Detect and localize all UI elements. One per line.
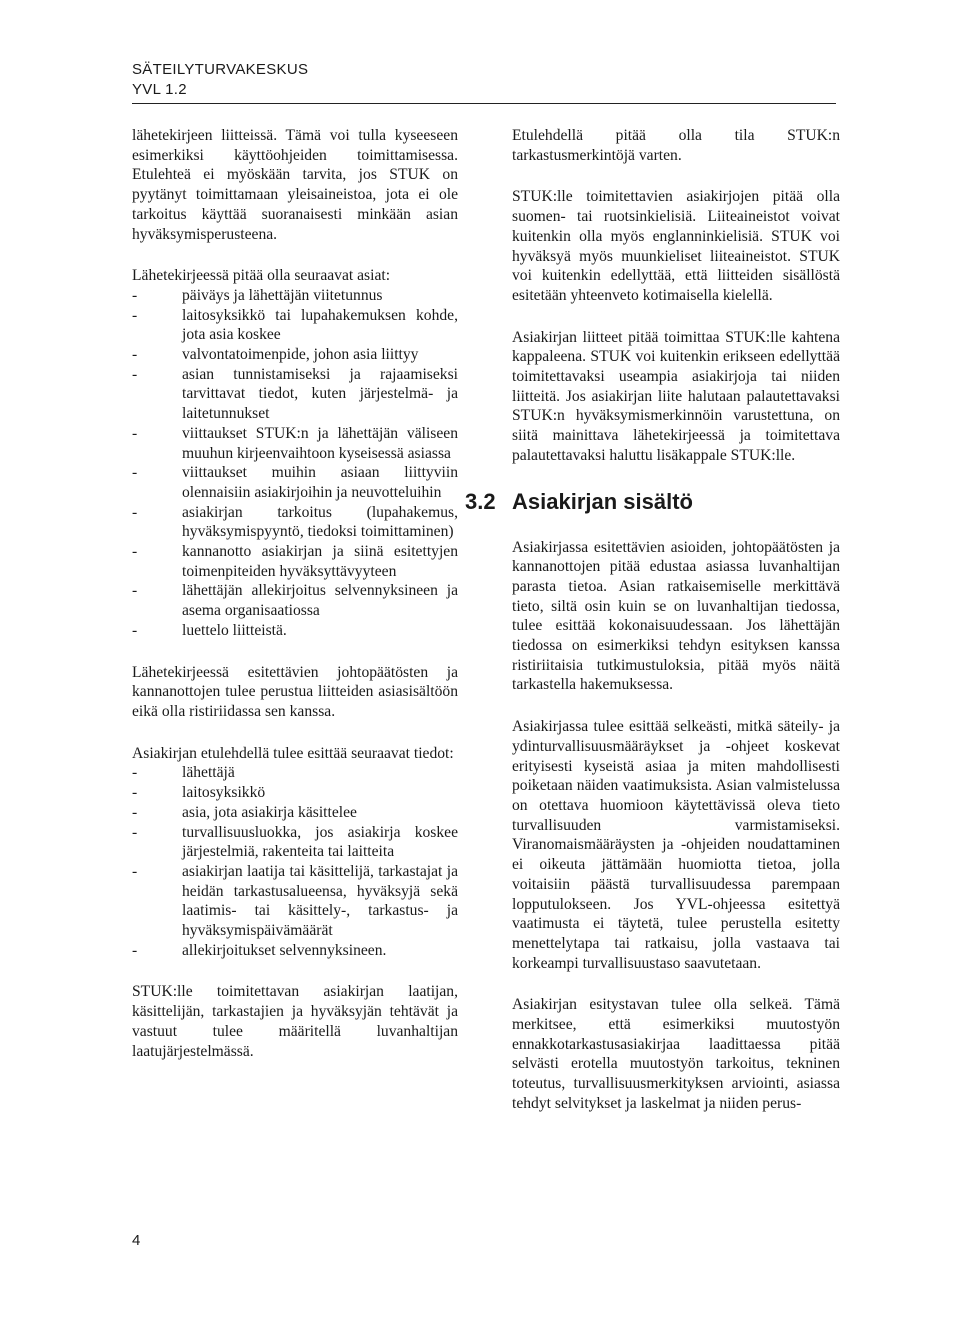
paragraph: Asiakirjassa tulee esittää selkeästi, mitkä säteily- ja ydinturvallisuusmääräykset ja -ohjeet koskevat erityisesti kyseistä asiaa ja miten mahdollisesti poiketaan näiden vaatimuksista. Asian valmistelussa on otettava huomioon käytettävissä oleva tieto turvallisuuden varmistamiseksi. Viranomaismääräysten ja -ohjeiden noudattaminen ei oikeuta jättämään huomiotta tietoa, jolla voitaisiin päästä turvallisuudessa parempaan lopputulokseen. Jos YVL-ohjeessa esitettyä vaatimusta ei täytetä, tulee perustella esitetty menettelytapa tai ratkaisu, jolla vastaava tai korkeampi turvallisuustaso saavutetaan. xyxy=(512,718,840,972)
section-heading xyxy=(465,488,840,516)
paragraph: Asiakirjassa esitettävien asioiden, johtopäätösten ja kannanottojen pitää edustaa asiassa luvanhaltijan parasta tietoa. Asian ratkaisemiselle merkittävä tieto, siltä osin kuin se on luvanhaltijan tiedossa, tulee esittää kokonaisuudessaan. Jos lähettäjän tiedossa on esimerkiksi tehdyn esityksen kanssa ristiriitaisia tutkimustuloksia, pitää myös näitä tarkastella hakemuksessa. xyxy=(512,538,840,694)
list-item: - asian tunnistamiseksi ja rajaamiseksi tarvittavat tiedot, kuten järjestelmä- ja laitetunnukset xyxy=(132,365,458,424)
paragraph: STUK:lle toimitettavan asiakirjan laatijan, käsittelijän, tarkastajien ja hyväksyjän tehtävät ja vastuut tulee määritellä luvanhaltijan laatujärjestelmässä. xyxy=(132,983,458,1060)
section-number: 3.2 xyxy=(465,488,496,514)
list-item: - viittaukset muihin asiaan liittyviin olennaisiin asiakirjoihin ja neuvotteluihin xyxy=(132,463,458,502)
page-number: 4 xyxy=(132,1232,141,1249)
paragraph: STUK:lle toimitettavien asiakirjojen pitää olla suomen- tai ruotsinkielisiä. Liiteaineistot voivat kuitenkin olla myös englanninkielisiä. STUK voi hyväksyä myös muunkieliset liiteaineistot. STUK voi kuitenkin edellyttää, että liitteiden sisällöstä esitetään yhteenveto kotimaisella kielellä. xyxy=(512,188,840,304)
list-item: - valvontatoimenpide, johon asia liittyy xyxy=(132,345,458,365)
list-item: - asiakirjan tarkoitus (lupahakemus, hyväksymispyyntö, tiedoksi toimittaminen) xyxy=(132,503,458,542)
list-item: - luettelo liitteistä. xyxy=(132,621,458,641)
list-item: - lähettäjän allekirjoitus selvennyksineen ja asema organisaatiossa xyxy=(132,581,458,620)
paragraph: Asiakirjan esitystavan tulee olla selkeä. Tämä merkitsee, että esimerkiksi muutostyön ennakkotarkastusasiakirjaa laadittaessa pitää selvästi erotella muutostyön tarkoitus, tekninen toteutus, turvallisuusmerkityksen arviointi, asiassa tehdyt selvitykset ja laskelmat ja niiden perus- xyxy=(512,996,840,1112)
section-title: Asiakirjan sisältö xyxy=(512,488,693,514)
list-item: - asia, jota asiakirja käsittelee xyxy=(132,803,458,823)
list-item: - laitosyksikkö tai lupahakemuksen kohde, jota asia koskee xyxy=(132,306,458,345)
guide-code: YVL 1.2 xyxy=(132,81,187,98)
left-column xyxy=(132,126,458,1083)
list-item: - viittaukset STUK:n ja lähettäjän väliseen muuhun kirjeenvaihtoon kyseisessä asiassa xyxy=(132,424,458,463)
header-rule xyxy=(132,103,836,104)
paragraph: lähetekirjeen liitteissä. Tämä voi tulla kyseeseen esimerkiksi käyttöohjeiden toimittamisessa. Etulehteä ei myöskään tarvita, jos STUK on pyytänyt toimittamaan yleisaineistoa, jota ei ole tarkoitus käyttää suoranaisesti minkään asian hyväksymisperusteena. xyxy=(132,127,458,243)
organization-name: SÄTEILYTURVAKESKUS xyxy=(132,61,309,78)
list-item: - päiväys ja lähettäjän viitetunnus xyxy=(132,286,458,306)
list-item: - asiakirjan laatija tai käsittelijä, tarkastajat ja heidän tarkastusalueensa, hyväksyjä sekä laatimis- tai käsittely-, tarkastus- ja hyväksymispäivämäärät xyxy=(132,862,458,941)
paragraph-intro: Asiakirjan etulehdellä tulee esittää seuraavat tiedot: xyxy=(132,744,454,762)
list-item: - laitosyksikkö xyxy=(132,783,458,803)
list-item: - allekirjoitukset selvennyksineen. xyxy=(132,941,458,961)
list-item: - turvallisuusluokka, jos asiakirja koskee järjestelmiä, rakenteita tai laitteita xyxy=(132,823,458,862)
cover-page-items-list xyxy=(132,763,458,960)
list-item: - lähettäjä xyxy=(132,763,458,783)
page-header xyxy=(132,60,308,100)
list-item: - kannanotto asiakirjan ja siinä esitettyjen toimenpiteiden hyväksyttävyyteen xyxy=(132,542,458,581)
covering-letter-items-list xyxy=(132,286,458,641)
right-column xyxy=(465,126,840,1136)
paragraph: Etulehdellä pitää olla tila STUK:n tarkastusmerkintöjä varten. xyxy=(512,127,840,164)
paragraph: Lähetekirjeessä esitettävien johtopäätösten ja kannanottojen tulee perustua liitteiden asiasisältöön eikä olla ristiriidassa sen kanssa. xyxy=(132,663,458,720)
paragraph: Asiakirjan liitteet pitää toimittaa STUK:lle kahtena kappaleena. STUK voi kuitenkin erikseen edellyttää toimitettavaksi useampia asiakirjoja tai niiden liitteitä. Jos asiakirjan liite halutaan palautettavaksi STUK:n hyväksymismerkinnöin varustettuna, on siitä mainittava lähetekirjeessä ja toimitettava palautettavaksi haluttu lisäkappale STUK:lle. xyxy=(512,328,840,464)
paragraph-intro: Lähetekirjeessä pitää olla seuraavat asiat: xyxy=(132,267,391,285)
